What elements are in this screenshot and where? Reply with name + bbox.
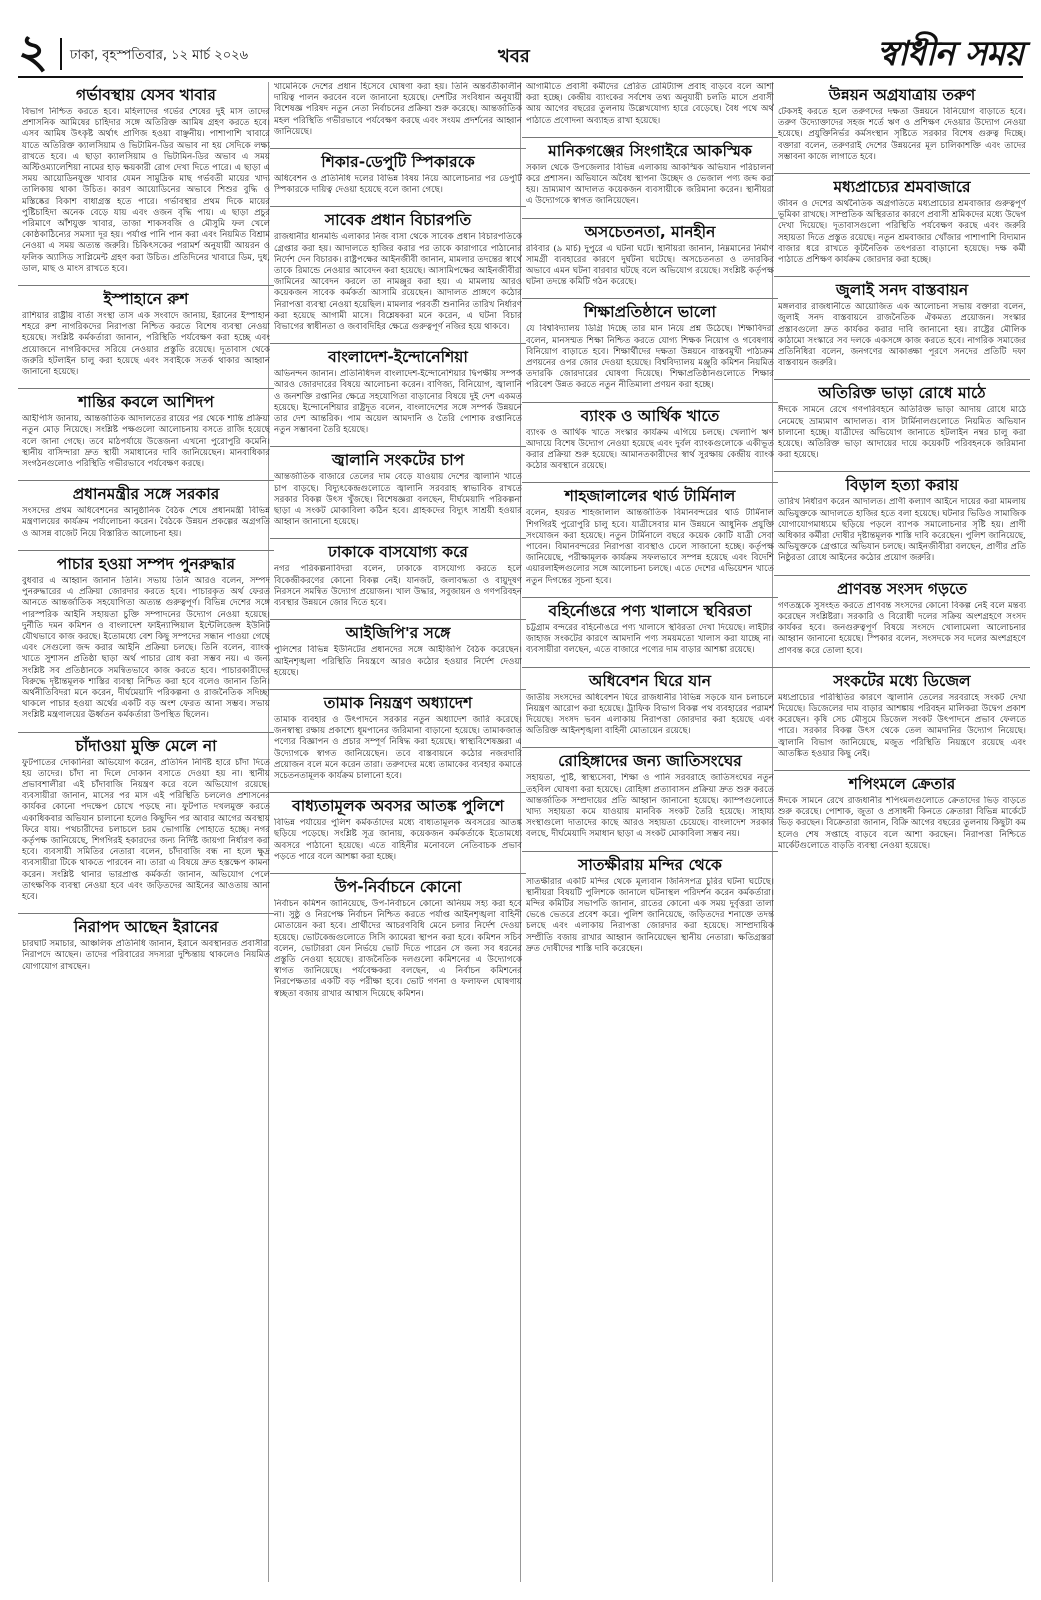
news-article[interactable]	[522, 856, 778, 961]
article-headline[interactable]: পাচার হওয়া সম্পদ পুনরুদ্ধার	[56, 554, 236, 573]
article-body: খামেনিকে দেশের প্রধান হিসেবে ঘোষণা করা হয়। তিনি অন্তর্বর্তীকালীন দায়িত্ব পালন করবেন বলে জানানো হয়েছে। দেশটির সংবিধান অনুযায়ী বিশেষজ্ঞ পরিষদ নতুন নেতা নির্বাচনের প্রক্রিয়া শুরু করেছে। আন্তর্জাতিক মহল পরিস্থিতি গভীরভাবে পর্যবেক্ষণ করছে এবং সংযম প্রদর্শনের আহ্বান জানিয়েছে।	[274, 82, 522, 137]
article-headline[interactable]: শান্তির কবলে আশিদপ	[78, 393, 214, 412]
article-separator	[18, 480, 274, 481]
column-3	[522, 82, 778, 1582]
article-headline[interactable]: বাংলাদেশ-ইন্দোনেশিয়া	[328, 348, 468, 367]
article-headline[interactable]: আইজিপি'র সঙ্গে	[345, 624, 451, 643]
article-headline[interactable]: চাঁদাওয়া মুক্তি মেলে না	[75, 736, 217, 755]
article-body: তামাক ব্যবহার ও উৎপাদনে সরকার নতুন অধ্যাদেশ জারি করেছে। জনস্বাস্থ্য রক্ষায় প্রকাশ্যে ধূমপানের জরিমানা বাড়ানো হয়েছে। তামাকজাত পণ্যের বিজ্ঞাপন ও প্রচার সম্পূর্ণ নিষিদ্ধ করা হয়েছে। স্বাস্থ্যবিশেষজ্ঞরা এ উদ্যোগকে স্বাগত জানিয়েছেন। তবে বাস্তবায়নে কঠোর নজরদারি প্রয়োজন বলে মনে করেন তারা। তরুণদের মধ্যে তামাকের ব্যবহার কমাতে সচেতনতামূলক কার্যক্রম চালানো হবে।	[274, 714, 522, 781]
article-separator	[522, 851, 778, 852]
article-headline[interactable]: বিড়াল হত্যা করায়	[845, 476, 959, 495]
article-separator	[270, 873, 526, 874]
news-article[interactable]	[18, 555, 274, 728]
article-headline[interactable]: শিকার-ডেপুটি স্পিকারকে	[321, 153, 475, 172]
article-headline[interactable]: জ্বালানি সংকটের চাপ	[331, 451, 465, 470]
article-separator	[270, 792, 526, 793]
article-headline[interactable]: সংকটের মধ্যে ডিজেল	[833, 671, 971, 690]
article-separator	[18, 913, 274, 914]
news-article[interactable]	[774, 86, 1030, 169]
article-headline[interactable]: প্রাণবন্ত সংসদ গড়তে	[837, 579, 967, 598]
article-headline[interactable]: প্রধানমন্ত্রীর সঙ্গে সরকার	[72, 485, 220, 504]
article-separator	[774, 575, 1030, 576]
article-separator	[270, 538, 526, 539]
article-headline[interactable]: শপিংমলে ক্রেতার	[848, 774, 956, 793]
article-headline[interactable]: রোহিঙ্গাদের জন্য জাতিসংঘের	[558, 752, 742, 771]
article-separator	[774, 379, 1030, 380]
news-article[interactable]	[270, 797, 526, 869]
article-body: নির্বাচন কমিশন জানিয়েছে, উপ-নির্বাচনে কোনো অনিয়ম সহ্য করা হবে না। সুষ্ঠু ও নিরপেক্ষ নির্বাচন নিশ্চিত করতে পর্যাপ্ত আইনশৃঙ্খলা বাহিনী মোতায়েন করা হবে। প্রার্থীদের আচরণবিধি মেনে চলার নির্দেশ দেওয়া হয়েছে। ভোটকেন্দ্রগুলোতে সিসি ক্যামেরা স্থাপন করা হবে। কমিশন সচিব বলেন, ভোটাররা যেন নির্ভয়ে ভোট দিতে পারেন সে জন্য সব ধরনের প্রস্তুতি নেওয়া হয়েছে। রাজনৈতিক দলগুলো কমিশনের এ উদ্যোগকে স্বাগত জানিয়েছে। পর্যবেক্ষকরা বলছেন, এ নির্বাচন কমিশনের নিরপেক্ষতার একটি বড় পরীক্ষা হবে। ভোট গণনা ও ফলাফল ঘোষণায় স্বচ্ছতা বজায় রাখার আশ্বাস দিয়েছে কমিশন।	[274, 898, 522, 999]
article-body: রাশিয়ার রাষ্ট্রীয় বার্তা সংস্থা তাস এক সংবাদে জানায়, ইরানের ইস্পাহান শহরে রুশ নাগরিকদের নিরাপত্তা নিশ্চিত করতে বিশেষ ব্যবস্থা নেওয়া হয়েছে। সংশ্লিষ্ট কর্মকর্তারা জানান, পরিস্থিতি পর্যবেক্ষণ করা হচ্ছে এবং প্রয়োজনে নাগরিকদের সরিয়ে নেওয়ার প্রস্তুতি রয়েছে। দূতাবাস থেকে জরুরি হটলাইন চালু করা হয়েছে এবং সবাইকে সতর্ক থাকার আহ্বান জানানো হয়েছে।	[22, 311, 270, 378]
article-body: যে বিশ্ববিদ্যালয় ডিগ্রি দিচ্ছে তার মান নিয়ে প্রশ্ন উঠেছে। শিক্ষাবিদরা বলেন, মানসম্মত শিক্ষা নিশ্চিত করতে যোগ্য শিক্ষক নিয়োগ ও গবেষণায় বিনিয়োগ বাড়াতে হবে। শিক্ষার্থীদের দক্ষতা উন্নয়নে বাস্তবমুখী পাঠ্যক্রম প্রণয়নের ওপর জোর দেওয়া হয়েছে। বিশ্ববিদ্যালয় মঞ্জুরি কমিশন নিয়মিত তদারকি জোরদারের ঘোষণা দিয়েছে। শিক্ষাপ্রতিষ্ঠানগুলোতে শিক্ষার পরিবেশ উন্নত করতে নতুন নীতিমালা প্রণয়ন করা হচ্ছে।	[526, 324, 774, 391]
news-article[interactable]	[270, 624, 526, 685]
news-article[interactable]	[522, 752, 778, 846]
article-headline[interactable]: সাতক্ষীরায় মন্দির থেকে	[578, 855, 722, 874]
article-body: জীবন ও দেশের অর্থনৈতিক অগ্রগতিতে মধ্যপ্রাচ্যের শ্রমবাজার গুরুত্বপূর্ণ ভূমিকা রাখছে। সাম্প্রতিক অস্থিরতার কারণে প্রবাসী শ্রমিকদের মধ্যে উদ্বেগ দেখা দিয়েছে। দূতাবাসগুলো পরিস্থিতি পর্যবেক্ষণ করছে এবং জরুরি সহায়তা দিতে প্রস্তুত রয়েছে। নতুন শ্রমবাজার খোঁজার পাশাপাশি বিদ্যমান বাজার ধরে রাখতে কূটনৈতিক তৎপরতা বাড়ানো হয়েছে। দক্ষ কর্মী পাঠাতে প্রশিক্ষণ কার্যক্রম জোরদার করা হচ্ছে।	[778, 199, 1026, 266]
article-separator	[270, 446, 526, 447]
article-body: রাজধানীর ধানমন্ডি এলাকার নিজ বাসা থেকে সাবেক প্রধান বিচারপতিকে গ্রেপ্তার করা হয়। আদালতে হাজির করার পর তাকে কারাগারে পাঠানোর নির্দেশ দেন বিচারক। রাষ্ট্রপক্ষের আইনজীবী জানান, মামলার তদন্তের স্বার্থে তাকে রিমান্ডে নেওয়ার আবেদন করা হয়েছে। আসামিপক্ষের আইনজীবীরা জামিনের আবেদন করলে তা নামঞ্জুর করা হয়। এ মামলায় আরও কয়েকজন সাবেক কর্মকর্তা আসামি রয়েছেন। আদালত প্রাঙ্গণে কঠোর নিরাপত্তা ব্যবস্থা নেওয়া হয়েছিল। মামলার পরবর্তী শুনানির তারিখ নির্ধারণ করা হয়েছে আগামী মাসে। বিশ্লেষকরা মনে করেন, এ ঘটনা বিচার বিভাগের স্বাধীনতা ও জবাবদিহির ক্ষেত্রে গুরুত্বপূর্ণ নজির হয়ে থাকবে।	[274, 232, 522, 333]
news-article[interactable]	[774, 672, 1030, 766]
article-headline[interactable]: অধিবেশন ঘিরে যান	[588, 671, 712, 690]
article-headline[interactable]: জুলাই সনদ বাস্তবায়ন	[835, 281, 969, 300]
article-body: মধ্যপ্রাচ্যের পরিস্থিতির কারণে জ্বালানি তেলের সরবরাহে সংকট দেখা দিয়েছে। ডিজেলের দাম বাড়ার আশঙ্কায় পরিবহন মালিকরা উদ্বেগ প্রকাশ করেছেন। কৃষি সেচ মৌসুমে ডিজেল সংকট উৎপাদনে প্রভাব ফেলতে পারে। সরকার বিকল্প উৎস থেকে তেল আমদানির উদ্যোগ নিয়েছে। জ্বালানি বিভাগ জানিয়েছে, মজুত পরিস্থিতি নিয়ন্ত্রণে রয়েছে এবং আতঙ্কিত হওয়ার কিছু নেই।	[778, 692, 1026, 759]
article-separator	[522, 137, 778, 138]
masthead-divider	[60, 38, 62, 70]
article-separator	[270, 148, 526, 149]
masthead	[18, 24, 1023, 78]
article-separator	[270, 689, 526, 690]
article-separator	[522, 402, 778, 403]
article-separator	[18, 388, 274, 389]
article-headline[interactable]: বাধ্যতামূলক অবসর আতঙ্ক পুলিশে	[292, 797, 504, 816]
news-article[interactable]	[522, 223, 778, 295]
news-article[interactable]	[522, 142, 778, 214]
article-body: টেকসই করতে হলে তরুণদের দক্ষতা উন্নয়নে বিনিয়োগ বাড়াতে হবে। তরুণ উদ্যোক্তাদের সহজ শর্তে ঋণ ও প্রশিক্ষণ দেওয়ার উদ্যোগ নেওয়া হয়েছে। প্রযুক্তিনির্ভর কর্মসংস্থান সৃষ্টিতে সরকার বিশেষ গুরুত্ব দিচ্ছে। বক্তারা বলেন, তরুণরাই দেশের উন্নয়নের মূল চালিকাশক্তি এবং তাদের সম্ভাবনা কাজে লাগাতে হবে।	[778, 107, 1026, 162]
article-headline[interactable]: অতিরিক্ত ভাড়া রোধে মাঠে	[818, 384, 986, 403]
news-article[interactable]	[774, 476, 1030, 570]
news-article[interactable]	[18, 393, 274, 476]
article-body: আইপিসি জানায়, আন্তর্জাতিক আদালতের রায়ের পর থেকে শান্তি প্রক্রিয়া নতুন মোড় নিয়েছে। সংশ্লিষ্ট পক্ষগুলো আলোচনায় বসতে রাজি হয়েছে বলে জানা গেছে। তবে মাঠপর্যায়ে উত্তেজনা এখনো পুরোপুরি কমেনি। স্থানীয় বাসিন্দারা দ্রুত স্থায়ী সমাধানের দাবি জানিয়েছেন। মানবাধিকার সংগঠনগুলোও পরিস্থিতি গভীরভাবে পর্যবেক্ষণ করছে।	[22, 414, 270, 470]
article-headline[interactable]: মানিকগঞ্জের সিংগাইরে আকস্মিক	[548, 141, 752, 160]
column-2	[270, 82, 526, 1582]
article-body: সংসদের প্রথম অধিবেশনের আনুষ্ঠানিক বৈঠক শেষে প্রধানমন্ত্রী বিভিন্ন মন্ত্রণালয়ের কার্যক্রম পর্যালোচনা করেন। বৈঠকে উন্নয়ন প্রকল্পের অগ্রগতি ও আসন্ন বাজেট নিয়ে বিস্তারিত আলোচনা হয়।	[22, 506, 270, 539]
article-body: সকাল থেকে উপজেলার বিভিন্ন এলাকায় আকস্মিক অভিযান পরিচালনা করে প্রশাসন। অভিযানে অবৈধ স্থাপনা উচ্ছেদ ও ভেজাল পণ্য জব্দ করা হয়। ভ্রাম্যমাণ আদালত কয়েকজন ব্যবসায়ীকে জরিমানা করেন। স্থানীয়রা এ উদ্যোগকে স্বাগত জানিয়েছেন।	[526, 162, 774, 207]
column-1	[18, 82, 274, 1582]
news-article[interactable]	[270, 153, 526, 202]
article-body: গণতন্ত্রকে সুসংহত করতে প্রাণবন্ত সংসদের কোনো বিকল্প নেই বলে মন্তব্য করেছেন সংশ্লিষ্টরা। সরকারি ও বিরোধী দলের সক্রিয় অংশগ্রহণে সংসদ কার্যকর হবে। জনগুরুত্বপূর্ণ বিষয়ে সংসদে খোলামেলা আলোচনার আহ্বান জানানো হয়েছে। স্পিকার বলেন, সংসদকে সব দলের অংশগ্রহণে প্রাণবন্ত করে তোলা হবে।	[778, 600, 1026, 656]
article-body: বিভাগ নিশ্চিত করতে হবে। মহিলাদের গর্ভের শেষের দুই মাস তাদের প্রশাসনিক আমিষের চাহিদার সঙ্গে অতিরিক্ত আমিষ গ্রহণ করতে হবে। এসব আমিষ উৎকৃষ্ট অর্থাৎ প্রাণিজ হওয়া বাঞ্ছনীয়। পাশাপাশি খাবারে যাতে অতিরিক্ত ক্যালসিয়াম ও ভিটামিন-ডির অভাব না হয় সেদিকে লক্ষ্য রাখতে হবে। এ ছাড়া ক্যালসিয়াম ও ভিটামিন-ডির অভাব এ সময় অস্টিওম্যালেশিয়া নামের হাড় ক্ষয়কারী রোগ দেখা দিতে পারে। এ ছাড়া এ সময় আয়োডিনযুক্ত খাবার যেমন সামুদ্রিক মাছ গর্ভবতী মায়ের খাদ্য তালিকায় থাকা উচিত। কারণ আয়োডিনের অভাবে শিশুর বুদ্ধি ও মস্তিষ্কের বিকাশ বাধাগ্রস্ত হতে পারে। গর্ভাবস্থার প্রথম দিকে মায়ের পুষ্টিচাহিদা অনেক বেড়ে যায় এবং ওজন বৃদ্ধি পায়। এ ছাড়া প্রচুর পরিমাণে আঁশযুক্ত খাবার, তাজা শাকসবজি ও মৌসুমি ফল খেলে কোষ্ঠকাঠিন্যের সমস্যা দূর হয়। পর্যাপ্ত পানি পান করা এবং নিয়মিত বিশ্রাম নেওয়া এ সময় অত্যন্ত জরুরি। চিকিৎসকের পরামর্শ অনুযায়ী আয়রন ও ফলিক অ্যাসিড সাপ্লিমেন্ট গ্রহণ করা উচিত। প্রতিদিনের খাবারে ডিম, দুধ, ডাল, মাছ ও মাংস রাখতে হবে।	[22, 107, 270, 274]
news-article[interactable]	[270, 694, 526, 788]
article-separator	[270, 619, 526, 620]
news-article[interactable]	[18, 86, 274, 281]
news-article[interactable]	[774, 775, 1030, 858]
article-body: বলেন, হযরত শাহজালাল আন্তর্জাতিক বিমানবন্দরের থার্ড টার্মিনাল শিগগিরই পুরোপুরি চালু হবে। যাত্রীসেবার মান উন্নয়নে আধুনিক প্রযুক্তি সংযোজন করা হয়েছে। নতুন টার্মিনালে বছরে কয়েক কোটি যাত্রী সেবা পাবেন। বিমানবন্দরের নিরাপত্তা ব্যবস্থাও ঢেলে সাজানো হচ্ছে। কর্তৃপক্ষ জানিয়েছে, পরীক্ষামূলক কার্যক্রম সফলভাবে সম্পন্ন হয়েছে এবং বিদেশি এয়ারলাইন্সগুলোর সঙ্গে আলোচনা চলছে। এতে দেশের এভিয়েশন খাতে নতুন দিগন্তের সূচনা হবে।	[526, 508, 774, 586]
article-headline[interactable]: তামাক নিয়ন্ত্রণ অধ্যাদেশ	[323, 693, 473, 712]
news-article[interactable]	[270, 211, 526, 339]
article-body: জাতীয় সংসদের অধিবেশন ঘিরে রাজধানীর বিভিন্ন সড়কে যান চলাচলে নিয়ন্ত্রণ আরোপ করা হয়েছে। ট্রাফিক বিভাগ বিকল্প পথ ব্যবহারের পরামর্শ দিয়েছে। সংসদ ভবন এলাকায় নিরাপত্তা জোরদার করা হয়েছে এবং অতিরিক্ত আইনশৃঙ্খলা বাহিনী মোতায়েন রয়েছে।	[526, 692, 774, 737]
article-headline[interactable]: উপ-নির্বাচনে কোনো	[334, 877, 462, 896]
article-body: নগর পরিকল্পনাবিদরা বলেন, ঢাকাকে বাসযোগ্য করতে হলে বিকেন্দ্রীকরণের কোনো বিকল্প নেই। যানজট, জলাবদ্ধতা ও বায়ুদূষণ নিরসনে সমন্বিত উদ্যোগ প্রয়োজন। খাল উদ্ধার, সবুজায়ন ও গণপরিবহন ব্যবস্থার উন্নয়নে জোর দিতে হবে।	[274, 564, 522, 609]
article-separator	[18, 732, 274, 733]
article-separator	[522, 298, 778, 299]
article-headline[interactable]: শাহজালালের থার্ড টার্মিনাল	[564, 487, 736, 506]
article-body: বিভিন্ন পর্যায়ের পুলিশ কর্মকর্তাদের মধ্যে বাধ্যতামূলক অবসরের আতঙ্ক ছড়িয়ে পড়েছে। সংশ্লিষ্ট সূত্র জানায়, কয়েকজন কর্মকর্তাকে ইতোমধ্যে অবসরে পাঠানো হয়েছে। এতে বাহিনীর মনোবলে নেতিবাচক প্রভাব পড়তে পারে বলে আশঙ্কা করা হচ্ছে।	[274, 818, 522, 862]
article-headline[interactable]: গর্ভাবস্থায় যেসব খাবার	[76, 86, 216, 104]
article-headline[interactable]: উন্নয়ন অগ্রযাত্রায় তরুণ	[828, 86, 976, 104]
article-body: তারিখ নির্ধারণ করেন আদালত। প্রাণী কল্যাণ আইনে দায়ের করা মামলায় অভিযুক্তকে আদালতে হাজির হতে বলা হয়েছে। ঘটনার ভিডিও সামাজিক যোগাযোগমাধ্যমে ছড়িয়ে পড়লে ব্যাপক সমালোচনার সৃষ্টি হয়। প্রাণী অধিকার কর্মীরা দোষীর দৃষ্টান্তমূলক শাস্তি দাবি করেছেন। পুলিশ জানিয়েছে, অভিযুক্তকে গ্রেপ্তারে অভিযান চলছে। আইনজীবীরা বলছেন, প্রাণীর প্রতি নিষ্ঠুরতা রোধে আইনের কঠোর প্রয়োগ জরুরি।	[778, 497, 1026, 564]
article-separator	[522, 747, 778, 748]
article-headline[interactable]: ঢাকাকে বাসযোগ্য করে	[328, 543, 468, 562]
article-separator	[774, 667, 1030, 668]
news-article[interactable]	[774, 178, 1030, 272]
article-headline[interactable]: সাবেক প্রধান বিচারপতি	[324, 211, 472, 230]
news-article[interactable]	[522, 303, 778, 397]
article-separator	[522, 482, 778, 483]
article-separator	[270, 206, 526, 207]
news-article[interactable]	[774, 580, 1030, 663]
article-separator	[18, 550, 274, 551]
page-number: ২	[18, 24, 48, 78]
article-body: সাতক্ষীরার একটি মন্দির থেকে মূল্যবান জিনিসপত্র চুরির ঘটনা ঘটেছে। স্থানীয়রা বিষয়টি পুলিশকে জানালে ঘটনাস্থল পরিদর্শন করেন কর্মকর্তারা। মন্দির কমিটির সভাপতি জানান, রাতের কোনো এক সময় দুর্বৃত্তরা তালা ভেঙে ভেতরে প্রবেশ করে। পুলিশ জানিয়েছে, জড়িতদের শনাক্তে তদন্ত চলছে এবং এলাকায় নিরাপত্তা জোরদার করা হয়েছে। সাম্প্রদায়িক সম্প্রীতি বজায় রাখার আহ্বান জানিয়েছেন স্থানীয় নেতারা। ক্ষতিগ্রস্তরা দ্রুত দোষীদের শাস্তি দাবি করেছেন।	[526, 876, 774, 954]
article-headline[interactable]: অসচেতনতা, মানহীন	[584, 222, 716, 241]
article-separator	[270, 343, 526, 344]
article-headline[interactable]: শিক্ষাপ্রতিষ্ঠানে ভালো	[583, 303, 717, 322]
article-separator	[522, 218, 778, 219]
column-4	[774, 82, 1030, 1582]
article-headline[interactable]: নিরাপদ আছেন ইরানের	[73, 918, 219, 937]
news-article[interactable]	[18, 290, 274, 384]
dateline: ঢাকা, বৃহস্পতিবার, ১২ মার্চ ২০২৬	[70, 48, 249, 63]
news-article[interactable]	[522, 82, 778, 133]
article-headline[interactable]: মধ্যপ্রাচ্যের শ্রমবাজারে	[833, 178, 971, 197]
article-body: ব্যাংক ও আর্থিক খাতে সংস্কার কার্যক্রম এগিয়ে চলছে। খেলাপি ঋণ আদায়ে বিশেষ উদ্যোগ নেওয়া হয়েছে এবং দুর্বল ব্যাংকগুলোকে একীভূত করার প্রক্রিয়া শুরু হয়েছে। আমানতকারীদের স্বার্থ সুরক্ষায় কেন্দ্রীয় ব্যাংক কঠোর অবস্থানে রয়েছে।	[526, 427, 774, 472]
article-body: চারঘাট সমাচার, আঞ্চলিক প্রতিনিধি জানান, ইরানে অবস্থানরত প্রবাসীরা নিরাপদে আছেন। তাদের পরিবারের সদস্যরা দুশ্চিন্তায় থাকলেও নিয়মিত যোগাযোগ রাখছেন।	[22, 939, 270, 972]
article-separator	[774, 471, 1030, 472]
article-body: ফুটপাতের দোকানিরা অভিযোগ করেন, প্রতিদিন নির্দিষ্ট হারে চাঁদা দিতে হয় তাদের। চাঁদা না দিলে দোকান বসাতে দেওয়া হয় না। স্থানীয় প্রভাবশালীরা এই চাঁদাবাজি নিয়ন্ত্রণ করে বলে অভিযোগ রয়েছে। ব্যবসায়ীরা জানান, মাসের পর মাস এই পরিস্থিতি চললেও প্রশাসনের কার্যকর কোনো পদক্ষেপ চোখে পড়ছে না। ফুটপাত দখলমুক্ত করতে একাধিকবার অভিযান চালানো হলেও কিছুদিন পর আবার আগের অবস্থায় ফিরে যায়। পথচারীদের চলাচলে চরম ভোগান্তি পোহাতে হচ্ছে। নগর কর্তৃপক্ষ জানিয়েছে, শিগগিরই হকারদের জন্য নির্দিষ্ট জায়গা নির্ধারণ করা হবে। ব্যবসায়ী সমিতির নেতারা বলেন, চাঁদাবাজি বন্ধ না হলে ক্ষুদ্র ব্যবসায়ীরা টিকে থাকতে পারবেন না। তারা এ বিষয়ে দ্রুত হস্তক্ষেপ কামনা করেন। সংশ্লিষ্ট থানার ভারপ্রাপ্ত কর্মকর্তা জানান, অভিযোগ পেলে তাৎক্ষণিক ব্যবস্থা নেওয়া হবে এবং জড়িতদের আইনের আওতায় আনা হবে।	[22, 757, 270, 902]
article-body: রবিবার (৯ মার্চ) দুপুরে এ ঘটনা ঘটে। স্থানীয়রা জানান, নিম্নমানের নির্মাণ সামগ্রী ব্যবহারের কারণে দুর্ঘটনা ঘটেছে। অসচেতনতা ও তদারকির অভাবে এমন ঘটনা বারবার ঘটছে বলে অভিযোগ রয়েছে। সংশ্লিষ্ট কর্তৃপক্ষ ঘটনা তদন্তে কমিটি গঠন করেছে।	[526, 243, 774, 288]
article-separator	[774, 173, 1030, 174]
section-title: খবর	[498, 46, 530, 67]
article-separator	[522, 667, 778, 668]
article-separator	[774, 276, 1030, 277]
news-article[interactable]	[270, 878, 526, 1006]
news-article[interactable]	[18, 737, 274, 910]
article-separator	[522, 597, 778, 598]
news-article[interactable]	[270, 451, 526, 534]
news-article[interactable]	[18, 918, 274, 979]
news-article[interactable]	[522, 602, 778, 663]
article-separator	[18, 285, 274, 286]
article-body: মঙ্গলবার রাজধানীতে আয়োজিত এক আলোচনা সভায় বক্তারা বলেন, জুলাই সনদ বাস্তবায়নে রাজনৈতিক ঐকমত্য প্রয়োজন। সংস্কার প্রস্তাবগুলো দ্রুত কার্যকর করার দাবি জানানো হয়। রাষ্ট্রের মৌলিক কাঠামো সংস্কারে সব দলকে একসঙ্গে কাজ করতে হবে। নাগরিক সমাজের প্রতিনিধিরা বলেন, জনগণের আকাঙ্ক্ষা পূরণে সনদের প্রতিটি দফা বাস্তবায়ন জরুরি।	[778, 302, 1026, 369]
article-body: চট্টগ্রাম বন্দরের বহির্নোঙরে পণ্য খালাসে স্থবিরতা দেখা দিয়েছে। লাইটার জাহাজ সংকটের কারণে আমদানি পণ্য সময়মতো খালাস করা যাচ্ছে না। ব্যবসায়ীরা বলছেন, এতে বাজারে পণ্যের দাম বাড়ার আশঙ্কা রয়েছে।	[526, 622, 774, 656]
news-article[interactable]	[270, 543, 526, 615]
news-article[interactable]	[522, 407, 778, 479]
article-headline[interactable]: ব্যাংক ও আর্থিক খাতে	[580, 406, 720, 425]
article-body: আগামীতে প্রবাসী কর্মীদের প্রেরিত রেমিট্যান্স প্রবাহ বাড়বে বলে আশা করা হচ্ছে। কেন্দ্রীয় ব্যাংকের সর্বশেষ তথ্য অনুযায়ী চলতি মাসে প্রবাসী আয় আগের বছরের তুলনায় উল্লেখযোগ্য হারে বেড়েছে। বৈধ পথে অর্থ পাঠাতে প্রণোদনা অব্যাহত রাখা হয়েছে।	[526, 82, 774, 126]
brand-logo: স্বাধীন সময়	[877, 34, 1023, 74]
news-article[interactable]	[270, 82, 526, 144]
article-body: অভিনন্দন জানান। প্রতিনিধিদল বাংলাদেশ-ইন্দোনেশিয়ার দ্বিপক্ষীয় সম্পর্ক আরও জোরদারের বিষয়ে আলোচনা করেন। বাণিজ্য, বিনিয়োগ, জ্বালানি ও জনশক্তি রপ্তানির ক্ষেত্রে সহযোগিতা বাড়ানোর বিষয়ে দুই দেশ একমত হয়েছে। ইন্দোনেশিয়ার রাষ্ট্রদূত বলেন, বাংলাদেশের সঙ্গে সম্পর্ক উন্নয়নে তার দেশ আন্তরিক। পাম অয়েল আমদানি ও তৈরি পোশাক রপ্তানিতে নতুন সম্ভাবনা তৈরি হয়েছে।	[274, 369, 522, 436]
article-headline[interactable]: বহির্নোঙরে পণ্য খালাসে স্থবিরতা	[548, 601, 752, 620]
article-body: বুধবার এ আহ্বান জানান তিনি। সভায় তিনি আরও বলেন, সম্পদ পুনরুদ্ধারের এ প্রক্রিয়া জোরদার করতে হবে। পাচারকৃত অর্থ ফেরত আনতে আন্তর্জাতিক সহযোগিতা অত্যন্ত গুরুত্বপূর্ণ। বিভিন্ন দেশের সঙ্গে পারস্পরিক আইনি সহায়তা চুক্তি সম্পাদনের উদ্যোগ নেওয়া হয়েছে। দুর্নীতি দমন কমিশন ও বাংলাদেশ ফাইন্যান্সিয়াল ইন্টেলিজেন্স ইউনিট যৌথভাবে কাজ করছে। ইতোমধ্যে বেশ কিছু সম্পদের সন্ধান পাওয়া গেছে এবং সেগুলো জব্দ করার আইনি প্রক্রিয়া চলছে। তিনি বলেন, ব্যাংক খাতে সুশাসন প্রতিষ্ঠা ছাড়া অর্থ পাচার রোধ করা সম্ভব নয়। এ জন্য সংশ্লিষ্ট সব প্রতিষ্ঠানকে সমন্বিতভাবে কাজ করতে হবে। পাচারকারীদের বিরুদ্ধে দৃষ্টান্তমূলক শাস্তির ব্যবস্থা নিশ্চিত করা হবে বলেও জানান তিনি। অর্থনীতিবিদরা মনে করেন, দীর্ঘমেয়াদি পরিকল্পনা ও রাজনৈতিক সদিচ্ছা থাকলে পাচার হওয়া অর্থের একটি বড় অংশ ফেরত আনা সম্ভব। সভায় সংশ্লিষ্ট মন্ত্রণালয়ের ঊর্ধ্বতন কর্মকর্তারা উপস্থিত ছিলেন।	[22, 575, 270, 721]
news-article[interactable]	[270, 348, 526, 442]
article-body: সহায়তা, পুষ্টি, স্বাস্থ্যসেবা, শিক্ষা ও পানি সরবরাহে জাতিসংঘের নতুন তহবিল ঘোষণা করা হয়েছে। রোহিঙ্গা প্রত্যাবাসন প্রক্রিয়া দ্রুত শুরু করতে আন্তর্জাতিক সম্প্রদায়ের প্রতি আহ্বান জানানো হয়েছে। ক্যাম্পগুলোতে খাদ্য সহায়তা কমে যাওয়ায় মানবিক সংকট তৈরি হয়েছে। সাহায্য সংস্থাগুলো দাতাদের কাছে আরও সহায়তা চেয়েছে। বাংলাদেশ সরকার বলছে, দীর্ঘমেয়াদি সমাধান ছাড়া এ সংকট মোকাবিলা সম্ভব নয়।	[526, 773, 774, 840]
article-body: ঈদকে সামনে রেখে গণপরিবহনে অতিরিক্ত ভাড়া আদায় রোধে মাঠে নেমেছে ভ্রাম্যমাণ আদালত। বাস টার্মিনালগুলোতে নিয়মিত অভিযান চালানো হচ্ছে। যাত্রীদের অভিযোগ জানাতে হটলাইন নম্বর চালু করা হয়েছে। অতিরিক্ত ভাড়া আদায়ের দায়ে কয়েকটি পরিবহনকে জরিমানা করা হয়েছে।	[778, 405, 1026, 461]
article-body: আন্তর্জাতিক বাজারে তেলের দাম বেড়ে যাওয়ায় দেশের জ্বালানি খাতে চাপ বাড়ছে। বিদ্যুৎকেন্দ্রগুলোতে জ্বালানি সরবরাহ স্বাভাবিক রাখতে সরকার বিকল্প উৎস খুঁজছে। বিশেষজ্ঞরা বলছেন, দীর্ঘমেয়াদি পরিকল্পনা ছাড়া এ সংকট মোকাবিলা কঠিন হবে। গ্রাহকদের বিদ্যুৎ সাশ্রয়ী হওয়ার আহ্বান জানানো হয়েছে।	[274, 472, 522, 528]
news-article[interactable]	[522, 487, 778, 592]
article-body: পুলিশের বিভিন্ন ইউনিটের প্রধানদের সঙ্গে আইজিপি বৈঠক করেছেন। আইনশৃঙ্খলা পরিস্থিতি নিয়ন্ত্রণে আরও কঠোর হওয়ার নির্দেশ দেওয়া হয়েছে।	[274, 645, 522, 678]
news-article[interactable]	[774, 281, 1030, 375]
news-article[interactable]	[522, 672, 778, 744]
news-article[interactable]	[774, 384, 1030, 467]
news-article[interactable]	[18, 485, 274, 546]
article-headline[interactable]: ইস্পাহানে রুশ	[103, 290, 189, 309]
article-body: অধিবেশন ও প্রতিনিধি দলের বিভিন্ন বিষয় নিয়ে আলোচনার পর ডেপুটি স্পিকারকে দায়িত্ব দেওয়া হয়েছে বলে জানা গেছে।	[274, 174, 522, 196]
article-body: ঈদকে সামনে রেখে রাজধানীর শপিংমলগুলোতে ক্রেতাদের ভিড় বাড়তে শুরু করেছে। পোশাক, জুতা ও প্রসাধনী কিনতে ক্রেতারা বিভিন্ন মার্কেটে ভিড় করছেন। বিক্রেতারা জানান, বিক্রি আগের বছরের তুলনায় কিছুটা কম হলেও শেষ সপ্তাহে বাড়বে বলে আশা করছেন। নিরাপত্তা নিশ্চিতে মার্কেটগুলোতে বাড়তি ব্যবস্থা নেওয়া হয়েছে।	[778, 795, 1026, 851]
article-separator	[774, 770, 1030, 771]
